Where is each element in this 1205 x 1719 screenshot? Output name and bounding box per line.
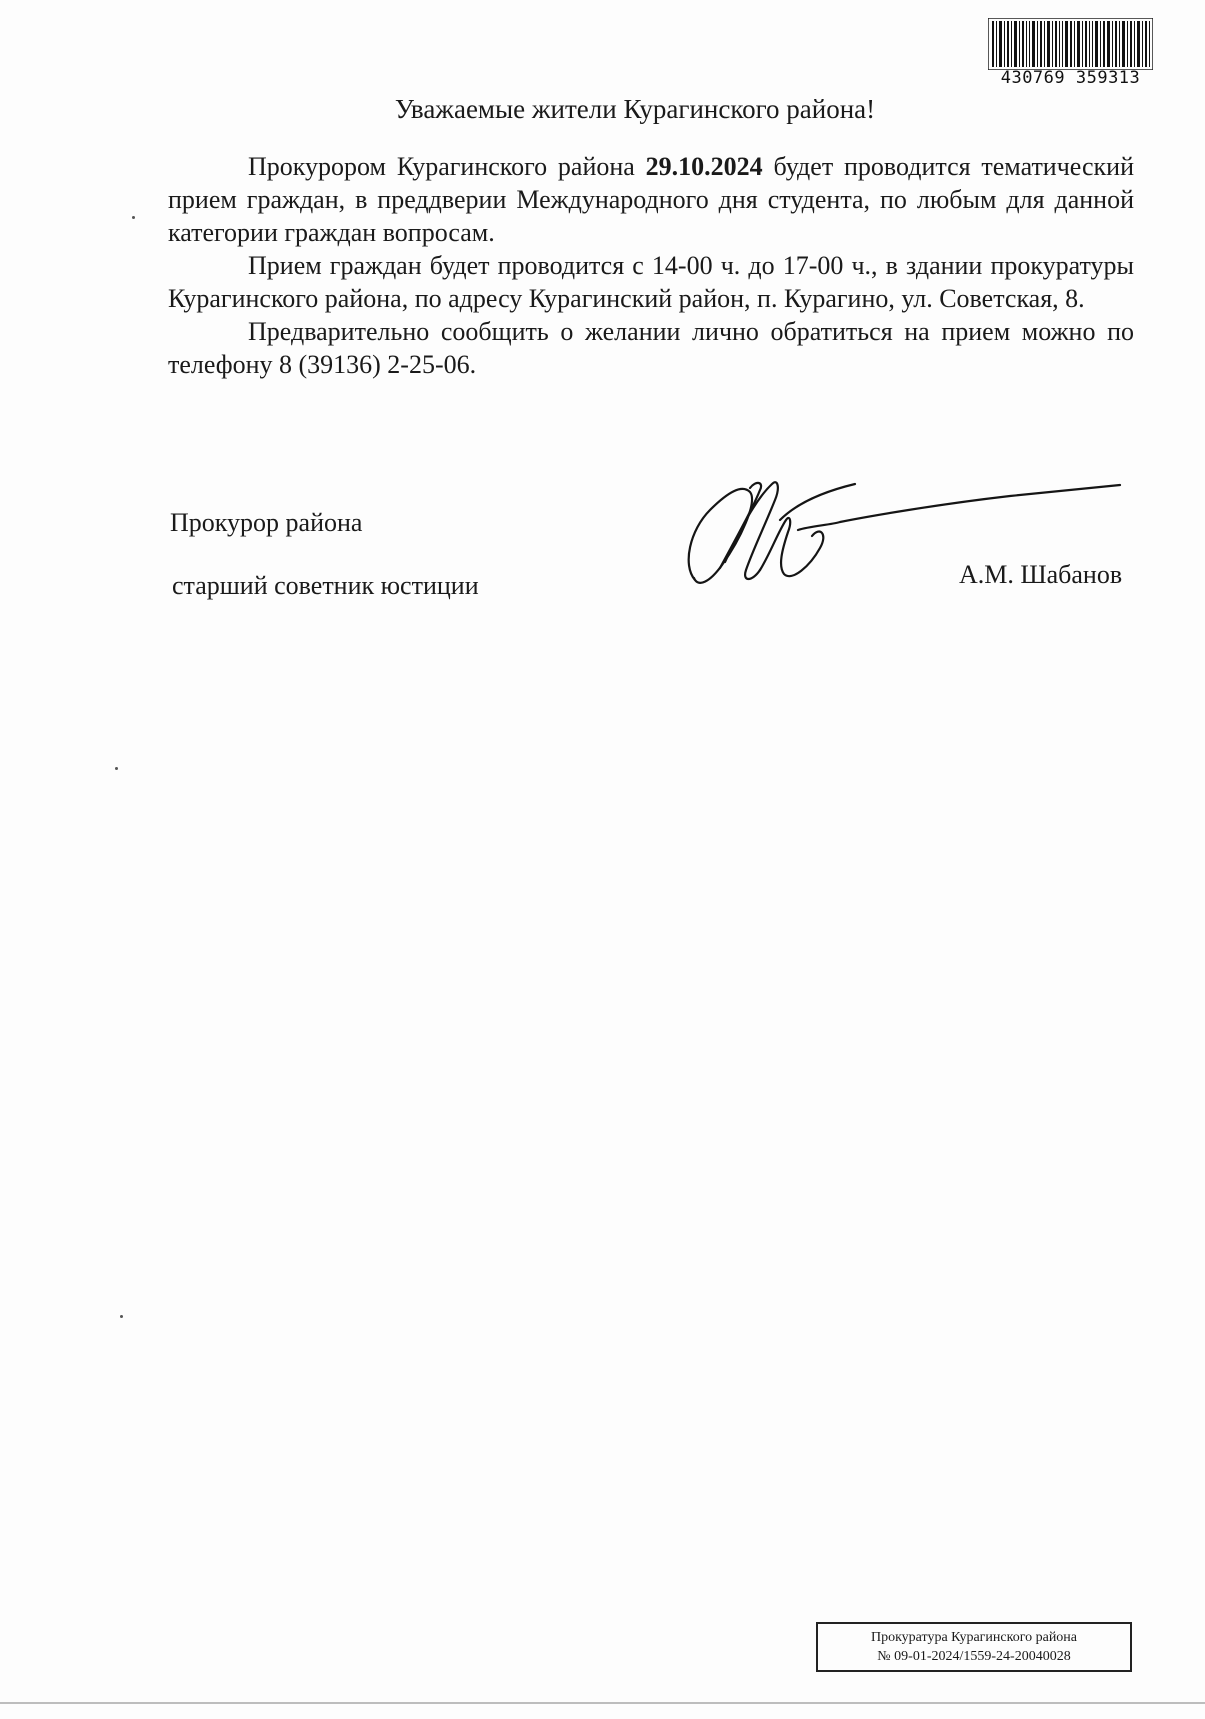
signatory-title: Прокурор района: [170, 508, 363, 537]
signatory-name: А.М. Шабанов: [959, 560, 1123, 589]
paragraph-1-after: будет проводится тематический прием граждан, в преддверии Международного дня студента, по любым для данной категории граждан вопросам.: [168, 152, 1134, 247]
scan-speck: [120, 1315, 123, 1318]
paragraph-reception-time-place: Прием граждан будет проводится с 14-00 ч. до 17-00 ч., в здании прокуратуры Курагинского района, по адресу Курагинский район, п. Курагино, ул. Советская, 8.: [168, 251, 1134, 313]
registration-stamp-number: № 09-01-2024/1559-24-20040028: [877, 1649, 1071, 1664]
barcode-number: 430769 359313: [1000, 68, 1141, 88]
letter-greeting: Уважаемые жители Курагинского района!: [394, 94, 876, 124]
letter-body: [168, 150, 1134, 381]
paragraph-contact-phone: Предварительно сообщить о желании лично обратиться на прием можно по телефону 8 (39136) 2-25-06.: [168, 317, 1134, 379]
barcode-bars-graphic: [988, 18, 1153, 70]
paragraph-reception-date: [168, 150, 1134, 249]
scan-speck: [132, 216, 135, 219]
registration-stamp: [816, 1622, 1132, 1672]
paragraph-1-before: Прокурором Курагинского района: [248, 152, 646, 181]
scan-speck: [115, 767, 118, 770]
reception-date: 29.10.2024: [645, 152, 763, 181]
signatory-rank: старший советник юстиции: [172, 571, 479, 600]
registration-stamp-organization: Прокуратура Курагинского района: [870, 1630, 1078, 1645]
barcode: [988, 18, 1153, 90]
page-bottom-edge: [0, 1702, 1205, 1704]
